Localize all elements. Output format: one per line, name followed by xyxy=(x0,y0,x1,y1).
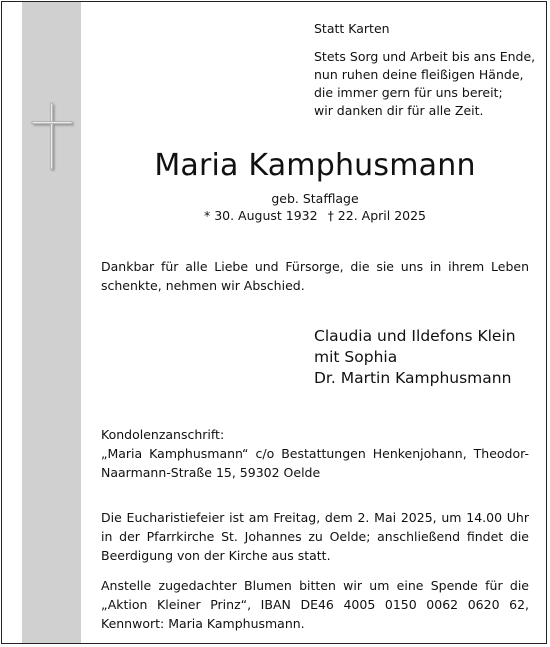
intro-heading: Statt Karten xyxy=(314,21,390,36)
family-line: Claudia und Ildefons Klein xyxy=(314,327,516,345)
family-line: mit Sophia xyxy=(314,348,398,366)
poem xyxy=(314,48,544,120)
birth-date: * 30. August 1932 xyxy=(203,208,318,223)
thanks-text: Dankbar für alle Liebe und Fürsorge, die sie uns in ihrem Leben schenkte, nehmen wir Abschied. xyxy=(101,259,529,293)
deceased-name: Maria Kamphusmann xyxy=(154,148,476,183)
condolence-block xyxy=(101,425,529,482)
service-text: Die Eucharistiefeier ist am Freitag, dem 2. Mai 2025, um 14.00 Uhr in der Pfarrkirche St. Johannes zu Oelde; anschließend findet die Beerdigung von der Kirche aus statt. xyxy=(101,510,529,563)
poem-line: wir danken dir für alle Zeit. xyxy=(314,103,484,118)
donation-text: Anstelle zugedachter Blumen bitten wir um eine Spende für die „Aktion Kleiner Prinz“, IBAN DE46 4005 0150 0062 0620 62, Kennwort: Maria Kamphusmann. xyxy=(101,578,529,631)
cross-icon xyxy=(30,100,80,172)
intro-block xyxy=(314,20,544,120)
condolence-address: „Maria Kamphusmann“ c/o Bestattungen Henkenjohann, Theodor-Naarmann-Straße 15, 59302 Oelde xyxy=(101,446,529,480)
maiden-name: geb. Stafflage xyxy=(271,191,359,206)
condolence-label: Kondolenzanschrift: xyxy=(101,427,225,442)
death-date: † 22. April 2025 xyxy=(327,208,427,223)
decorative-band xyxy=(22,2,81,643)
poem-line: die immer gern für uns bereit; xyxy=(314,85,503,100)
poem-line: Stets Sorg und Arbeit bis ans Ende, xyxy=(314,49,536,64)
poem-line: nun ruhen deine fleißigen Hände, xyxy=(314,67,524,82)
family-signatures xyxy=(314,326,544,389)
family-line: Dr. Martin Kamphusmann xyxy=(314,369,512,387)
life-dates xyxy=(101,207,529,225)
